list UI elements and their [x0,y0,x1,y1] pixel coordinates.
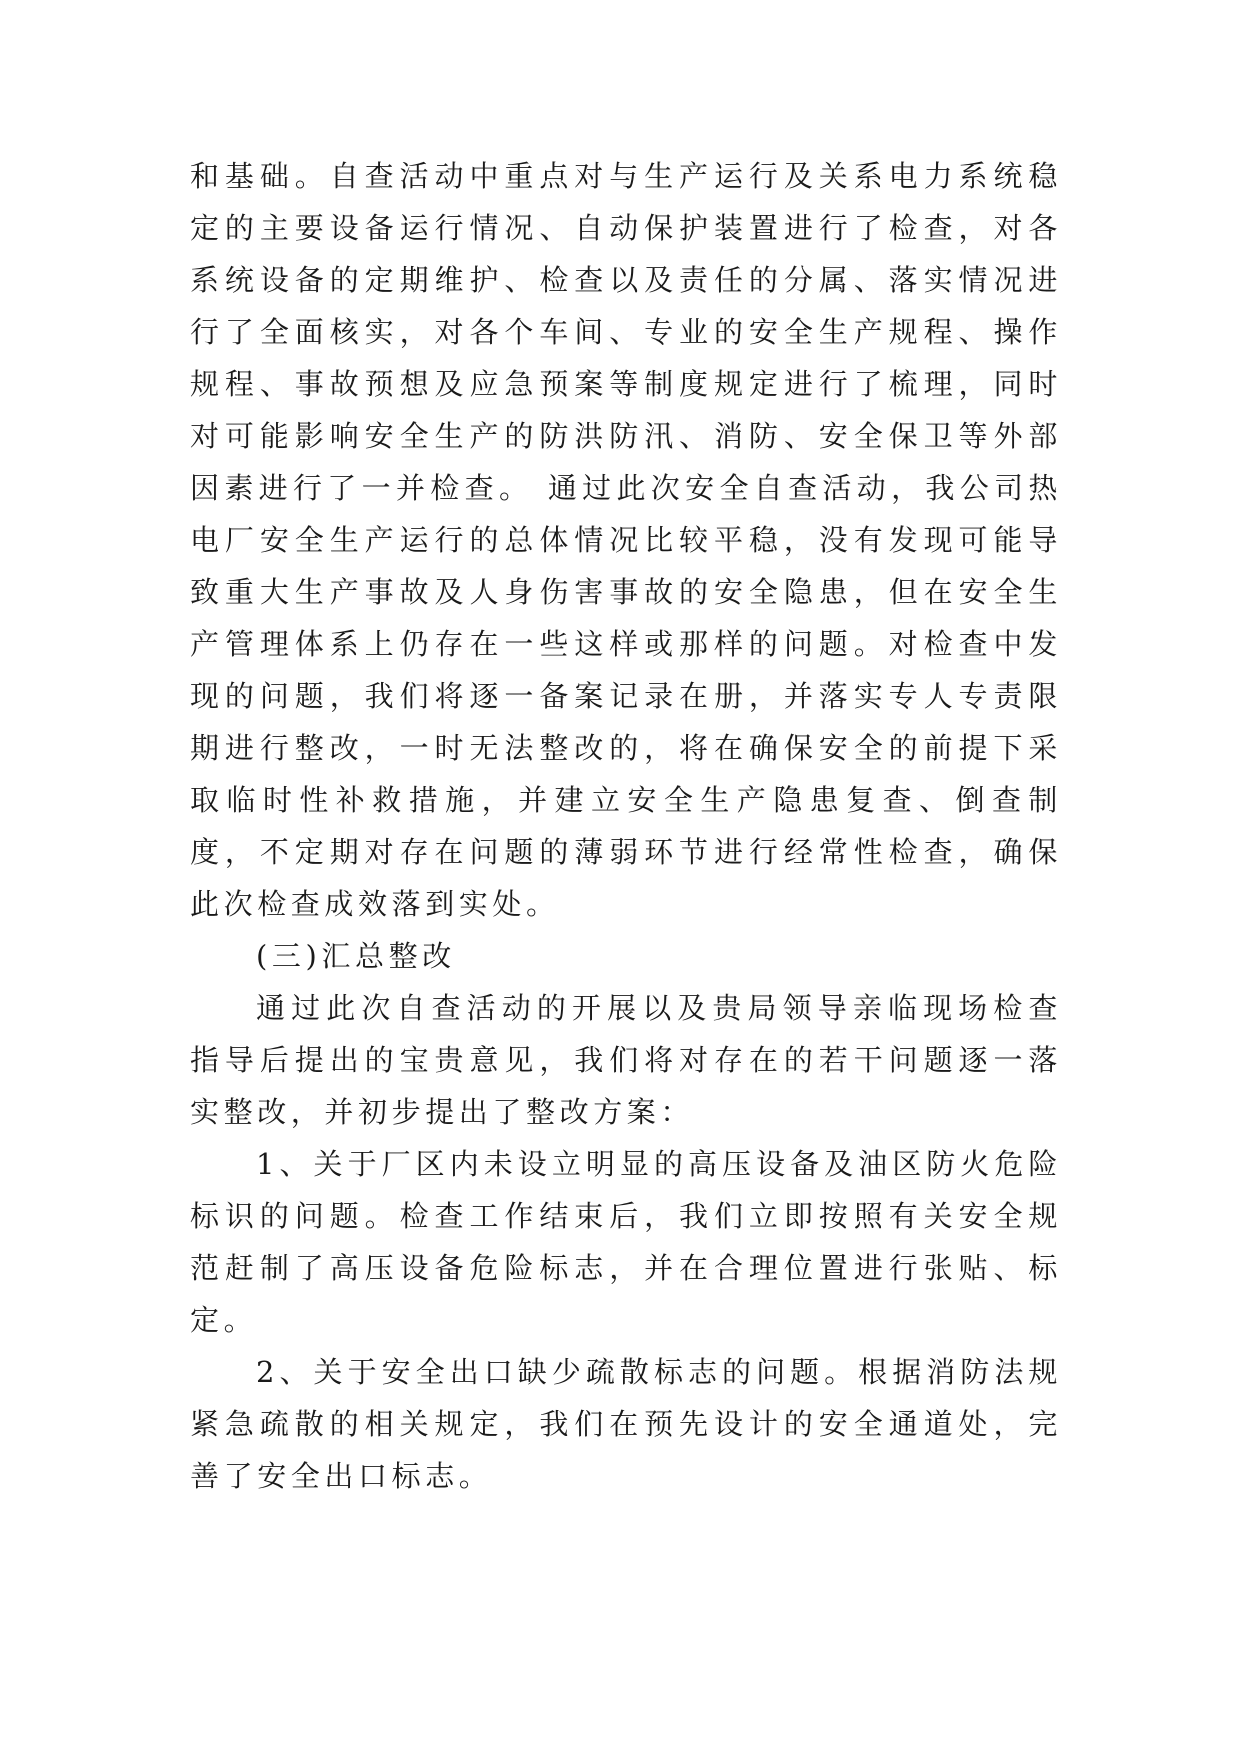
paragraph-item-1-high-voltage-signs: 1、关于厂区内未设立明显的高压设备及油区防火危险标识的问题。检查工作结束后，我们立即按照有关安全规范赶制了高压设备危险标志，并在合理位置进行张贴、标定。 [190,1147,1062,1337]
section-heading-summary-rectification: (三)汇总整改 [256,939,456,973]
paragraph-rectification-intro: 通过此次自查活动的开展以及贵局领导亲临现场检查指导后提出的宝贵意见，我们将对存在的若干问题逐一落实整改，并初步提出了整改方案： [190,991,1062,1129]
paragraph-self-inspection-summary: 和基础。自查活动中重点对与生产运行及关系电力系统稳定的主要设备运行情况、自动保护装置进行了检查，对各系统设备的定期维护、检查以及责任的分属、落实情况进行了全面核实，对各个车间、专业的安全生产规程、操作规程、事故预想及应急预案等制度规定进行了梳理，同时对可能影响安全生产的防洪防汛、消防、安全保卫等外部因素进行了一并检查。 通过此次安全自查活动，我公司热电厂安全生产运行的总体情况比较平稳，没有发现可能导致重大生产事故及人身伤害事故的安全隐患，但在安全生产管理体系上仍存在一些这样或那样的问题。对检查中发现的问题，我们将逐一备案记录在册，并落实专人专责限期进行整改，一时无法整改的，将在确保安全的前提下采取临时性补救措施，并建立安全生产隐患复查、倒查制度，不定期对存在问题的薄弱环节进行经常性检查，确保此次检查成效落到实处。 [190,159,1062,921]
document-body [190,150,1062,1502]
paragraph-item-2-exit-signs: 2、关于安全出口缺少疏散标志的问题。根据消防法规紧急疏散的相关规定，我们在预先设计的安全通道处，完善了安全出口标志。 [190,1355,1062,1493]
